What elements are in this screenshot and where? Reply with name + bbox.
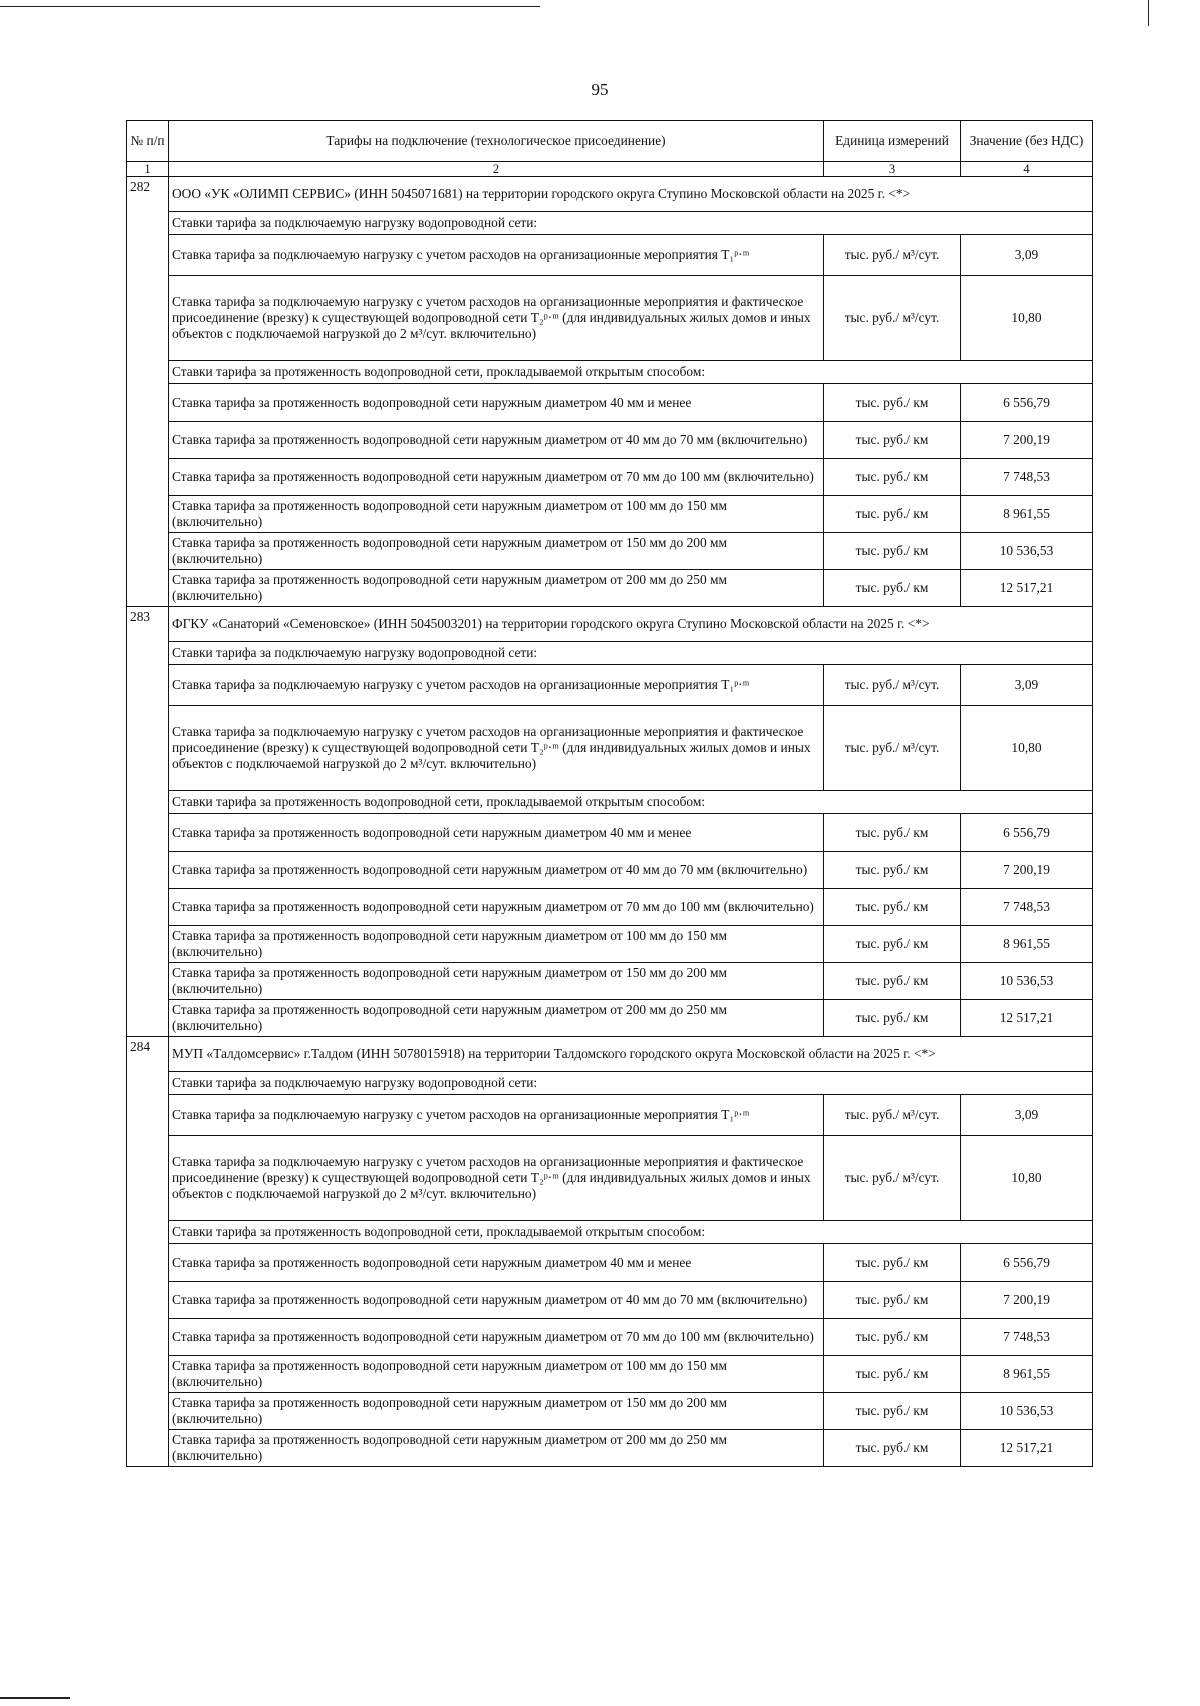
section-heading-row — [127, 791, 1093, 814]
tariff-description: Ставка тарифа за протяженность водопроводной сети наружным диаметром от 150 мм до 200 мм (включительно) — [169, 533, 824, 570]
tariff-unit: тыс. руб./ км — [824, 963, 961, 1000]
section-heading-row — [127, 212, 1093, 235]
table-row — [127, 496, 1093, 533]
header-value: Значение (без НДС) — [961, 121, 1093, 162]
table-row — [127, 1393, 1093, 1430]
tariff-unit: тыс. руб./ км — [824, 459, 961, 496]
tariff-description: Ставка тарифа за протяженность водопроводной сети наружным диаметром от 150 мм до 200 мм (включительно) — [169, 963, 824, 1000]
table-row — [127, 276, 1093, 361]
header-unit: Единица измерений — [824, 121, 961, 162]
table-row — [127, 1244, 1093, 1282]
tariff-description: Ставка тарифа за протяженность водопроводной сети наружным диаметром от 200 мм до 250 мм (включительно) — [169, 1000, 824, 1037]
table-row — [127, 422, 1093, 459]
table-row — [127, 814, 1093, 852]
tariff-value: 12 517,21 — [961, 1000, 1093, 1037]
tariff-description: Ставка тарифа за подключаемую нагрузку с учетом расходов на организационные мероприятия Т₁ᵖ·ᵐ — [169, 665, 824, 706]
scan-artifact-right — [1148, 0, 1149, 26]
organization-title: ООО «УК «ОЛИМП СЕРВИС» (ИНН 5045071681) на территории городского округа Ступино Московской области на 2025 г. <*> — [169, 177, 1093, 212]
tariff-unit: тыс. руб./ км — [824, 1000, 961, 1037]
tariff-unit: тыс. руб./ м³/сут. — [824, 276, 961, 361]
tariff-unit: тыс. руб./ км — [824, 422, 961, 459]
tariff-description: Ставка тарифа за подключаемую нагрузку с учетом расходов на организационные мероприятия и фактическое присоединение (врезку) к существующей водопроводной сети Т₂ᵖ·ᵐ (для индивидуальных жилых домов и иных объектов с подключаемой нагрузкой до 2 м³/сут. включительно) — [169, 1136, 824, 1221]
section-heading-load: Ставки тарифа за подключаемую нагрузку водопроводной сети: — [169, 1072, 1093, 1095]
tariff-unit: тыс. руб./ км — [824, 889, 961, 926]
table-row — [127, 706, 1093, 791]
table-row — [127, 384, 1093, 422]
tariff-description: Ставка тарифа за протяженность водопроводной сети наружным диаметром от 70 мм до 100 мм (включительно) — [169, 459, 824, 496]
tariff-unit: тыс. руб./ км — [824, 814, 961, 852]
organization-row — [127, 607, 1093, 642]
tariff-description: Ставка тарифа за протяженность водопроводной сети наружным диаметром от 100 мм до 150 мм (включительно) — [169, 926, 824, 963]
tariff-unit: тыс. руб./ км — [824, 1430, 961, 1467]
tariff-description: Ставка тарифа за подключаемую нагрузку с учетом расходов на организационные мероприятия Т₁ᵖ·ᵐ — [169, 235, 824, 276]
tariff-value: 3,09 — [961, 1095, 1093, 1136]
organization-row — [127, 177, 1093, 212]
table-row — [127, 963, 1093, 1000]
tariff-description: Ставка тарифа за протяженность водопроводной сети наружным диаметром 40 мм и менее — [169, 1244, 824, 1282]
tariff-unit: тыс. руб./ км — [824, 384, 961, 422]
table-row — [127, 852, 1093, 889]
tariff-value: 7 200,19 — [961, 852, 1093, 889]
tariff-value: 8 961,55 — [961, 496, 1093, 533]
scan-artifact-top — [0, 6, 540, 7]
section-heading-length: Ставки тарифа за протяженность водопроводной сети, прокладываемой открытым способом: — [169, 791, 1093, 814]
section-heading-row — [127, 642, 1093, 665]
page-number: 95 — [591, 80, 609, 99]
tariff-value: 10 536,53 — [961, 533, 1093, 570]
table-row — [127, 665, 1093, 706]
section-heading-row — [127, 361, 1093, 384]
table-row — [127, 889, 1093, 926]
header-number: № п/п — [127, 121, 169, 162]
tariff-description: Ставка тарифа за протяженность водопроводной сети наружным диаметром от 40 мм до 70 мм (включительно) — [169, 852, 824, 889]
row-number: 284 — [127, 1037, 169, 1467]
table-row — [127, 533, 1093, 570]
tariff-unit: тыс. руб./ м³/сут. — [824, 1136, 961, 1221]
tariff-value: 10,80 — [961, 1136, 1093, 1221]
tariff-value: 7 200,19 — [961, 422, 1093, 459]
row-number: 283 — [127, 607, 169, 1037]
tariff-value: 8 961,55 — [961, 926, 1093, 963]
table-row — [127, 459, 1093, 496]
tariff-unit: тыс. руб./ м³/сут. — [824, 1095, 961, 1136]
column-number: 3 — [824, 162, 961, 177]
column-number: 4 — [961, 162, 1093, 177]
tariff-value: 6 556,79 — [961, 814, 1093, 852]
tariff-value: 10,80 — [961, 276, 1093, 361]
tariff-value: 12 517,21 — [961, 1430, 1093, 1467]
header-tariffs: Тарифы на подключение (технологическое присоединение) — [169, 121, 824, 162]
table-row — [127, 1095, 1093, 1136]
tariff-value: 7 748,53 — [961, 1319, 1093, 1356]
tariff-description: Ставка тарифа за протяженность водопроводной сети наружным диаметром от 200 мм до 250 мм (включительно) — [169, 1430, 824, 1467]
organization-title: ФГКУ «Санаторий «Семеновское» (ИНН 5045003201) на территории городского округа Ступино Московской области на 2025 г. <*> — [169, 607, 1093, 642]
tariff-unit: тыс. руб./ км — [824, 926, 961, 963]
table-header-row — [127, 121, 1093, 162]
table-row — [127, 1000, 1093, 1037]
table-row — [127, 1319, 1093, 1356]
tariff-unit: тыс. руб./ м³/сут. — [824, 665, 961, 706]
tariff-value: 7 748,53 — [961, 459, 1093, 496]
tariff-value: 3,09 — [961, 235, 1093, 276]
tariff-unit: тыс. руб./ км — [824, 1356, 961, 1393]
tariff-value: 7 200,19 — [961, 1282, 1093, 1319]
section-heading-load: Ставки тарифа за подключаемую нагрузку водопроводной сети: — [169, 212, 1093, 235]
organization-title: МУП «Талдомсервис» г.Талдом (ИНН 5078015918) на территории Талдомского городского округа Московской области на 2025 г. <*> — [169, 1037, 1093, 1072]
table-row — [127, 1282, 1093, 1319]
tariff-value: 3,09 — [961, 665, 1093, 706]
scan-artifact-bottom — [0, 1697, 70, 1699]
tariff-unit: тыс. руб./ км — [824, 570, 961, 607]
row-number: 282 — [127, 177, 169, 607]
column-number: 1 — [127, 162, 169, 177]
table-row — [127, 926, 1093, 963]
column-number-row — [127, 162, 1093, 177]
tariff-unit: тыс. руб./ км — [824, 1393, 961, 1430]
tariff-value: 10 536,53 — [961, 963, 1093, 1000]
organization-row — [127, 1037, 1093, 1072]
section-heading-length: Ставки тарифа за протяженность водопроводной сети, прокладываемой открытым способом: — [169, 361, 1093, 384]
tariff-value: 12 517,21 — [961, 570, 1093, 607]
tariff-value: 10,80 — [961, 706, 1093, 791]
tariff-value: 7 748,53 — [961, 889, 1093, 926]
tariff-description: Ставка тарифа за подключаемую нагрузку с учетом расходов на организационные мероприятия и фактическое присоединение (врезку) к существующей водопроводной сети Т₂ᵖ·ᵐ (для индивидуальных жилых домов и иных объектов с подключаемой нагрузкой до 2 м³/сут. включительно) — [169, 706, 824, 791]
tariff-unit: тыс. руб./ км — [824, 1319, 961, 1356]
tariff-unit: тыс. руб./ км — [824, 1282, 961, 1319]
section-heading-row — [127, 1221, 1093, 1244]
table-row — [127, 1136, 1093, 1221]
tariff-description: Ставка тарифа за протяженность водопроводной сети наружным диаметром от 100 мм до 150 мм (включительно) — [169, 1356, 824, 1393]
tariff-description: Ставка тарифа за протяженность водопроводной сети наружным диаметром от 70 мм до 100 мм (включительно) — [169, 889, 824, 926]
tariff-description: Ставка тарифа за протяженность водопроводной сети наружным диаметром от 100 мм до 150 мм (включительно) — [169, 496, 824, 533]
section-heading-load: Ставки тарифа за подключаемую нагрузку водопроводной сети: — [169, 642, 1093, 665]
table-row — [127, 1356, 1093, 1393]
section-heading-length: Ставки тарифа за протяженность водопроводной сети, прокладываемой открытым способом: — [169, 1221, 1093, 1244]
tariff-description: Ставка тарифа за протяженность водопроводной сети наружным диаметром 40 мм и менее — [169, 384, 824, 422]
column-number: 2 — [169, 162, 824, 177]
tariff-description: Ставка тарифа за подключаемую нагрузку с учетом расходов на организационные мероприятия и фактическое присоединение (врезку) к существующей водопроводной сети Т₂ᵖ·ᵐ (для индивидуальных жилых домов и иных объектов с подключаемой нагрузкой до 2 м³/сут. включительно) — [169, 276, 824, 361]
tariff-value: 8 961,55 — [961, 1356, 1093, 1393]
tariff-unit: тыс. руб./ м³/сут. — [824, 706, 961, 791]
table-row — [127, 570, 1093, 607]
table-row — [127, 235, 1093, 276]
tariff-description: Ставка тарифа за протяженность водопроводной сети наружным диаметром 40 мм и менее — [169, 814, 824, 852]
tariff-description: Ставка тарифа за протяженность водопроводной сети наружным диаметром от 40 мм до 70 мм (включительно) — [169, 422, 824, 459]
tariff-table — [126, 120, 1093, 1467]
tariff-description: Ставка тарифа за протяженность водопроводной сети наружным диаметром от 200 мм до 250 мм (включительно) — [169, 570, 824, 607]
tariff-description: Ставка тарифа за подключаемую нагрузку с учетом расходов на организационные мероприятия Т₁ᵖ·ᵐ — [169, 1095, 824, 1136]
section-heading-row — [127, 1072, 1093, 1095]
tariff-value: 6 556,79 — [961, 384, 1093, 422]
table-row — [127, 1430, 1093, 1467]
tariff-description: Ставка тарифа за протяженность водопроводной сети наружным диаметром от 70 мм до 100 мм (включительно) — [169, 1319, 824, 1356]
tariff-unit: тыс. руб./ м³/сут. — [824, 235, 961, 276]
tariff-value: 10 536,53 — [961, 1393, 1093, 1430]
tariff-unit: тыс. руб./ км — [824, 496, 961, 533]
tariff-description: Ставка тарифа за протяженность водопроводной сети наружным диаметром от 40 мм до 70 мм (включительно) — [169, 1282, 824, 1319]
tariff-unit: тыс. руб./ км — [824, 852, 961, 889]
tariff-value: 6 556,79 — [961, 1244, 1093, 1282]
tariff-unit: тыс. руб./ км — [824, 533, 961, 570]
tariff-unit: тыс. руб./ км — [824, 1244, 961, 1282]
tariff-description: Ставка тарифа за протяженность водопроводной сети наружным диаметром от 150 мм до 200 мм (включительно) — [169, 1393, 824, 1430]
